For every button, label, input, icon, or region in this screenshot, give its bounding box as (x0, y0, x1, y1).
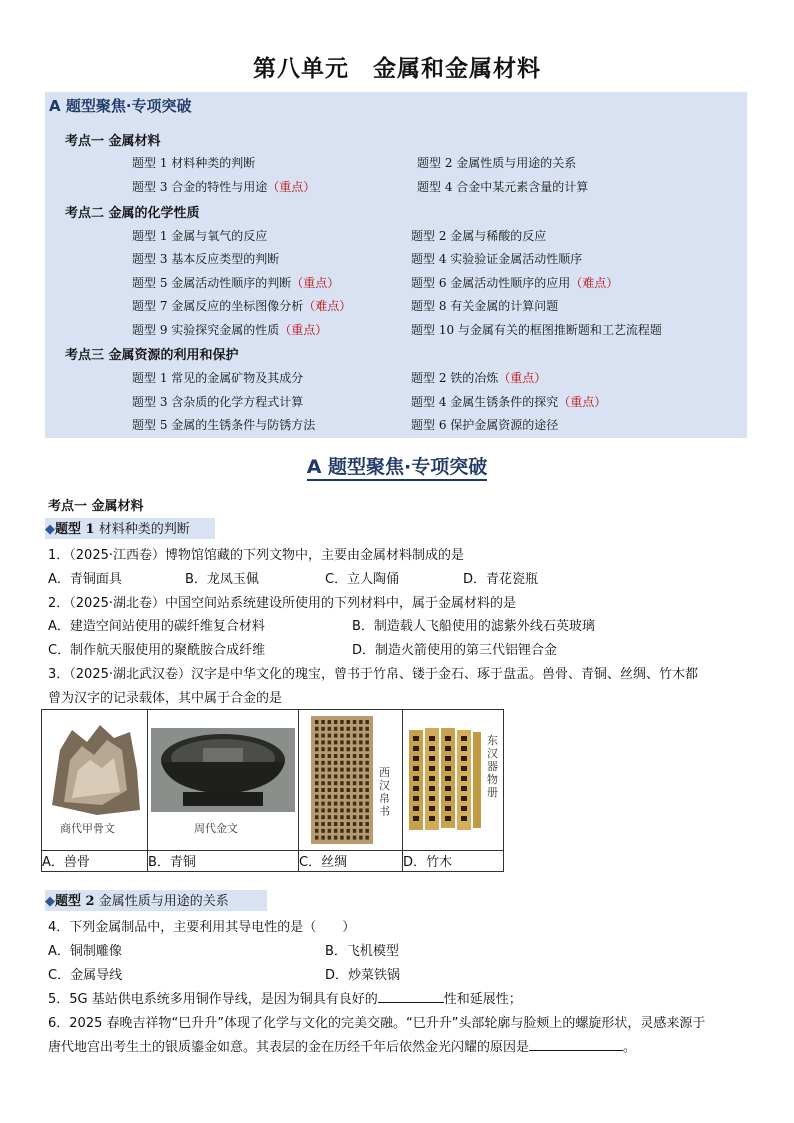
toc-item[interactable]: 题型 8 有关金属的计算问题 (411, 299, 559, 313)
priority-tag: （难点） (570, 276, 619, 290)
image-caption: 商代甲骨文 (60, 822, 115, 835)
toc-item[interactable]: 题型 9 实验探究金属的性质（重点） (132, 323, 328, 337)
image-table (41, 709, 504, 872)
toc-item[interactable]: 题型 10 与金属有关的框图推断题和工艺流程题 (411, 323, 662, 337)
toc-item[interactable]: 题型 6 金属活动性顺序的应用（难点） (411, 276, 619, 290)
option[interactable]: B．飞机模型 (325, 944, 399, 959)
toc-item[interactable]: 题型 4 实验验证金属活动性顺序 (411, 252, 583, 266)
option[interactable]: C．金属导线 (48, 968, 123, 983)
option[interactable]: B．龙凤玉佩 (185, 572, 259, 587)
toc-item[interactable]: 题型 3 含杂质的化学方程式计算 (132, 395, 304, 409)
option[interactable]: D．制造火箭使用的第三代铝锂合金 (352, 643, 558, 658)
option[interactable]: A．建造空间站使用的碳纤维复合材料 (48, 619, 265, 634)
toc-heading: A 题型聚焦·专项突破 (49, 97, 192, 115)
toc-item[interactable]: 题型 3 合金的特性与用途（重点） (132, 180, 316, 194)
priority-tag: （重点） (279, 323, 328, 337)
priority-tag: （重点） (267, 180, 316, 194)
answer-blank[interactable] (529, 1038, 623, 1051)
bronze-vessel-image (148, 710, 298, 850)
toc-section-title: 考点一 金属材料 (65, 134, 161, 149)
option[interactable]: A．兽骨 (42, 851, 148, 872)
toc-section-title: 考点二 金属的化学性质 (65, 206, 200, 221)
toc-item[interactable]: 题型 6 保护金属资源的途径 (411, 418, 559, 432)
option[interactable]: B．青铜 (148, 851, 299, 872)
toc-item[interactable]: 题型 2 金属性质与用途的关系 (417, 156, 577, 170)
option[interactable]: C．立人陶俑 (325, 572, 400, 587)
question-stem: 5．5G 基站供电系统多用铜作导线，是因为铜具有良好的 性和延展性； (48, 992, 522, 1007)
option[interactable]: C．制作航天服使用的聚酰胺合成纤维 (48, 643, 266, 658)
toc-item[interactable]: 题型 2 金属与稀酸的反应 (411, 229, 547, 243)
question-stem: 曾为汉字的记录载体，其中属于合金的是 (48, 691, 283, 706)
toc-item[interactable]: 题型 1 材料种类的判断 (132, 156, 256, 170)
priority-tag: （重点） (291, 276, 340, 290)
option[interactable]: B．制造载人飞船使用的滤紫外线石英玻璃 (352, 619, 595, 634)
priority-tag: （重点） (498, 371, 547, 385)
image-caption: 周代金文 (194, 822, 238, 835)
toc-item[interactable]: 题型 7 金属反应的坐标图像分析（难点） (132, 299, 352, 313)
question-stem: 4．下列金属制品中，主要利用其导电性的是（ ） (48, 920, 356, 935)
answer-blank[interactable] (378, 990, 444, 1003)
toc-item[interactable]: 题型 4 金属生锈条件的探究（重点） (411, 395, 607, 409)
question-stem: 3．（2025·湖北武汉卷）汉字是中华文化的瑰宝，曾书于竹帛、镂于金石、琢于盘盂。兽骨、青铜、丝绸、竹木都 (48, 667, 698, 682)
type-bar: ◆题型 2 金属性质与用途的关系 (45, 890, 267, 911)
option[interactable]: A．铜制雕像 (48, 944, 122, 959)
toc-item[interactable]: 题型 1 金属与氧气的反应 (132, 229, 268, 243)
option[interactable]: D．竹木 (403, 851, 504, 872)
option[interactable]: C．丝绸 (299, 851, 403, 872)
priority-tag: （难点） (303, 299, 352, 313)
bamboo-slip-image (403, 710, 503, 850)
kp-title: 考点一 金属材料 (48, 499, 144, 514)
question-stem: 2．（2025·湖北卷）中国空间站系统建设所使用的下列材料中，属于金属材料的是 (48, 596, 516, 611)
type-bar: ◆题型 1 材料种类的判断 (45, 518, 215, 539)
page-title: 第八单元 金属和金属材料 (253, 55, 541, 82)
option[interactable]: D．青花瓷瓶 (463, 572, 539, 587)
image-caption: 西汉帛书 (379, 766, 390, 818)
image-caption: 东汉器物册 (487, 734, 498, 799)
toc-item[interactable]: 题型 2 铁的冶炼（重点） (411, 371, 547, 385)
toc-box (45, 92, 747, 438)
section-heading: A 题型聚焦·专项突破 (0, 452, 794, 479)
toc-item[interactable]: 题型 3 基本反应类型的判断 (132, 252, 280, 266)
oracle-bone-image (42, 710, 147, 850)
toc-item[interactable]: 题型 5 金属的生锈条件与防锈方法 (132, 418, 316, 432)
toc-item[interactable]: 题型 5 金属活动性顺序的判断（重点） (132, 276, 340, 290)
toc-item[interactable]: 题型 4 合金中某元素含量的计算 (417, 180, 589, 194)
question-stem: 1．（2025·江西卷）博物馆馆藏的下列文物中，主要由金属材料制成的是 (48, 548, 464, 563)
toc-item[interactable]: 题型 1 常见的金属矿物及其成分 (132, 371, 304, 385)
option[interactable]: D．炒菜铁锅 (325, 968, 401, 983)
silk-manuscript-image (299, 710, 402, 850)
question-stem: 6．2025 春晚吉祥物“巳升升”体现了化学与文化的完美交融。“巳升升”头部轮廓与脸颊上的螺旋形状，灵感来源于 (48, 1016, 706, 1031)
question-stem: 唐代地宫出考生土的银质鎏金如意。其表层的金在历经千年后依然金光闪耀的原因是 。 (48, 1040, 637, 1055)
option[interactable]: A．青铜面具 (48, 572, 122, 587)
priority-tag: （重点） (558, 395, 607, 409)
diamond-icon: ◆ (45, 522, 55, 537)
toc-section-title: 考点三 金属资源的利用和保护 (65, 348, 239, 363)
diamond-icon: ◆ (45, 894, 55, 909)
